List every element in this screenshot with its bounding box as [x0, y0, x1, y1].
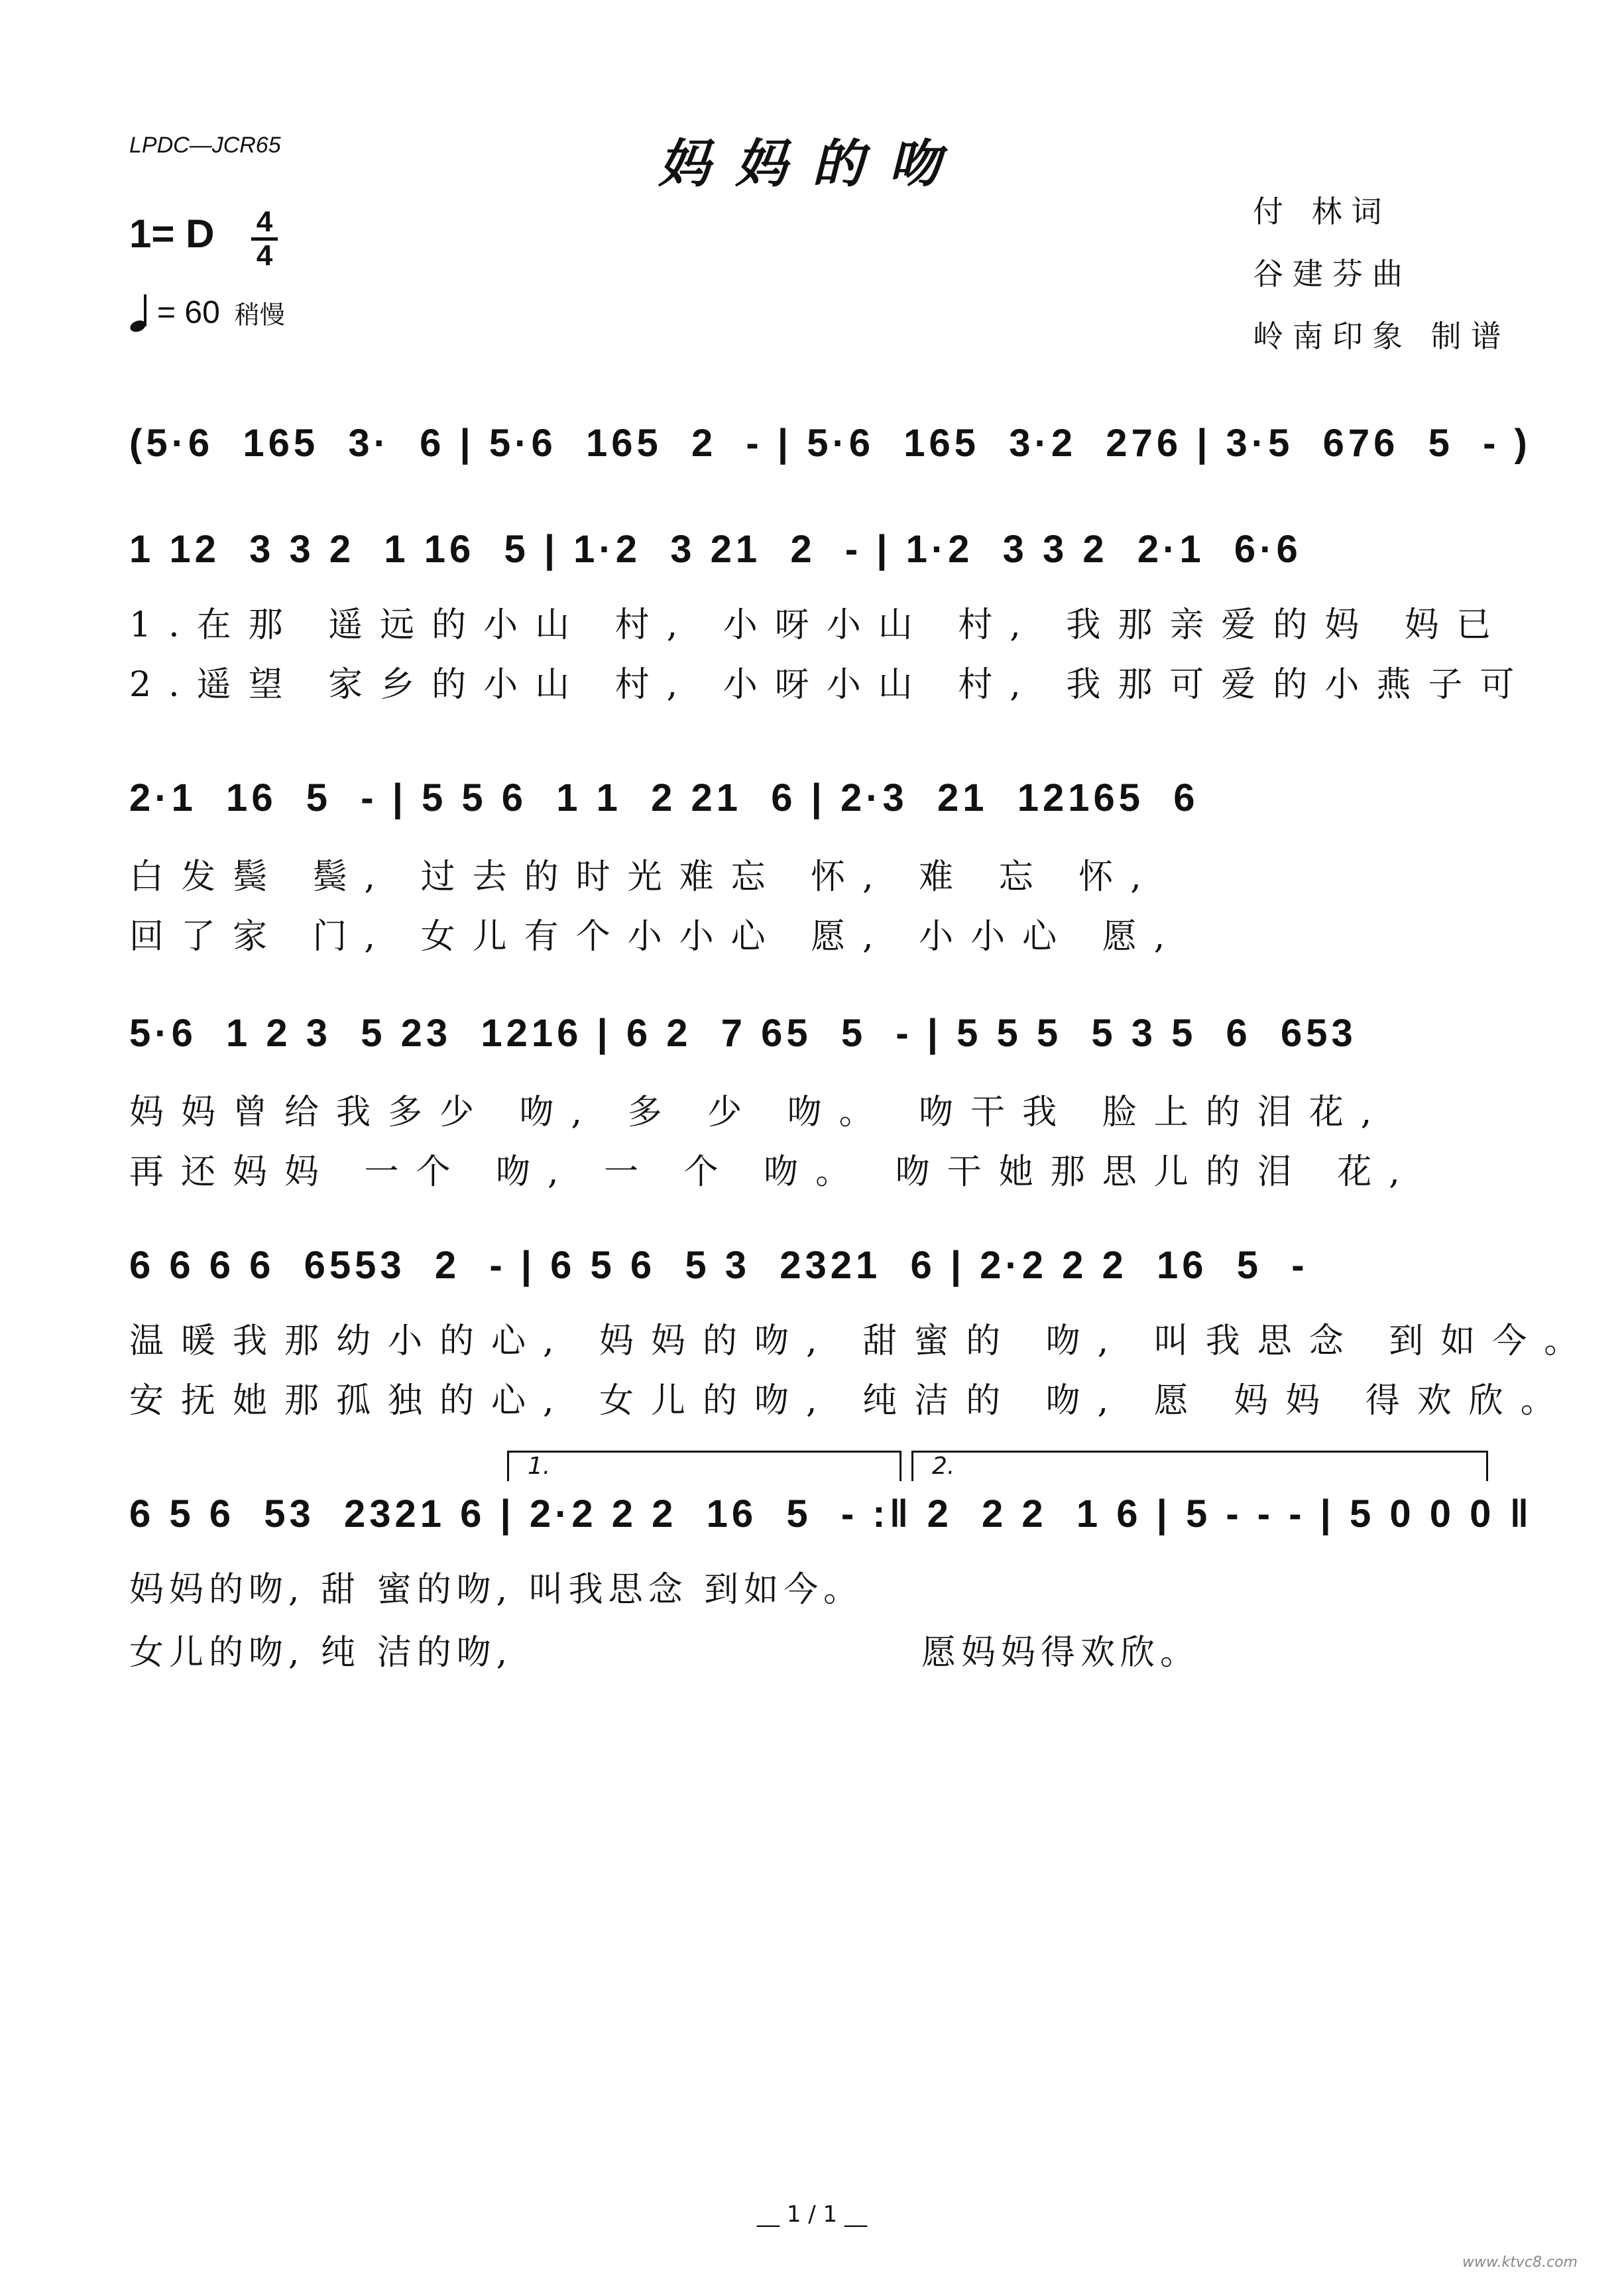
lyric-line-5-verse-1: 妈妈的吻, 甜 蜜的吻, 叫我思念 到如今。 — [129, 1570, 864, 1610]
notation-line-notes: 5·6 1 2 3 5 23 1216 | 6 2 7 65 5 - | 5 5 5 5 3 5 6 653 — [129, 1012, 1357, 1055]
lyric-line-3-verse-1: 妈妈曾给我多少 吻, 多 少 吻。 吻干我 脸上的泪花, — [129, 1093, 1389, 1132]
tempo-text: 稍慢 — [234, 301, 285, 330]
song-title: 妈妈的吻 — [658, 134, 966, 194]
notation-line-notes: 6 5 6 53 2321 6 | 2·2 2 2 16 5 - :‖ 2 2 2 1 6 | 5 - - - | 5 0 0 0 ‖ — [129, 1492, 1533, 1535]
page-border-pattern-right — [1613, 0, 1623, 2284]
time-signature — [249, 207, 280, 271]
first-ending-bracket — [507, 1451, 901, 1481]
tempo-value: = 60 — [157, 294, 220, 330]
lyric-line-4-verse-2: 安抚她那孤独的心, 女儿的吻, 纯洁的 吻, 愿 妈妈 得欢欣。 — [129, 1381, 1572, 1421]
first-ending-label: 1. — [528, 1453, 551, 1480]
arranger: 岭南印象 制谱 — [1253, 318, 1511, 354]
page-border-pattern-left — [1, 0, 11, 2284]
notation-line-1 — [129, 421, 1531, 507]
lyricist: 付 林词 — [1253, 194, 1391, 229]
notation-line-notes: (5·6 165 3· 6 | 5·6 165 2 - | 5·6 165 3·2 276 | 3·5 676 5 - ) — [129, 422, 1531, 465]
key-signature: 1= D — [129, 211, 215, 256]
lyric-line-2-verse-2: 回了家 门, 女儿有个小小心 愿, 小小心 愿, — [129, 917, 1183, 957]
lyric-line-5-verse-2: 女儿的吻, 纯 洁的吻, — [129, 1633, 513, 1673]
meter-top: 4 — [256, 206, 273, 238]
second-ending-label: 2. — [932, 1453, 955, 1480]
site-watermark: www.ktvc8.com — [1462, 2254, 1578, 2271]
meter-bottom: 4 — [256, 239, 273, 272]
lyric-line-5-verse-2-ending: 愿妈妈得欢欣。 — [921, 1633, 1200, 1673]
quarter-note-icon — [129, 292, 152, 333]
lyric-line-3-verse-2: 再还妈妈 一个 吻, 一 个 吻。 吻干她那思儿的泪 花, — [129, 1152, 1417, 1192]
notation-line-notes: 2·1 16 5 - | 5 5 6 1 1 2 21 6 | 2·3 21 12165 6 — [129, 776, 1199, 819]
lyric-line-4-verse-1: 温暖我那幼小的心, 妈妈的吻, 甜蜜的 吻, 叫我思念 到如今。 — [129, 1321, 1596, 1361]
credits — [1253, 180, 1511, 367]
lyric-line-2-verse-1: 白发鬓 鬓, 过去的时光难忘 怀, 难 忘 怀, — [129, 857, 1159, 897]
lyric-line-1-verse-2: 2.遥望 家乡的小山 村, 小呀小山 村, 我那可爱的小燕子可 — [129, 665, 1532, 705]
page-number: __ 1 / 1 __ — [757, 2201, 867, 2228]
composer: 谷建芬曲 — [1253, 256, 1412, 292]
tempo-marking — [129, 292, 285, 333]
notation-line-notes: 6 6 6 6 6553 2 - | 6 5 6 5 3 2321 6 | 2·2 2 2 16 5 - — [129, 1244, 1308, 1287]
notation-line-notes: 1 12 3 3 2 1 16 5 | 1·2 3 21 2 - | 1·2 3 3 2 2·1 6·6 — [129, 528, 1302, 571]
second-ending-bracket — [911, 1451, 1488, 1481]
score-code: LPDC—JCR65 — [129, 133, 281, 158]
lyric-line-1-verse-1: 1.在那 遥远的小山 村, 小呀小山 村, 我那亲爱的妈 妈已 — [129, 605, 1508, 645]
